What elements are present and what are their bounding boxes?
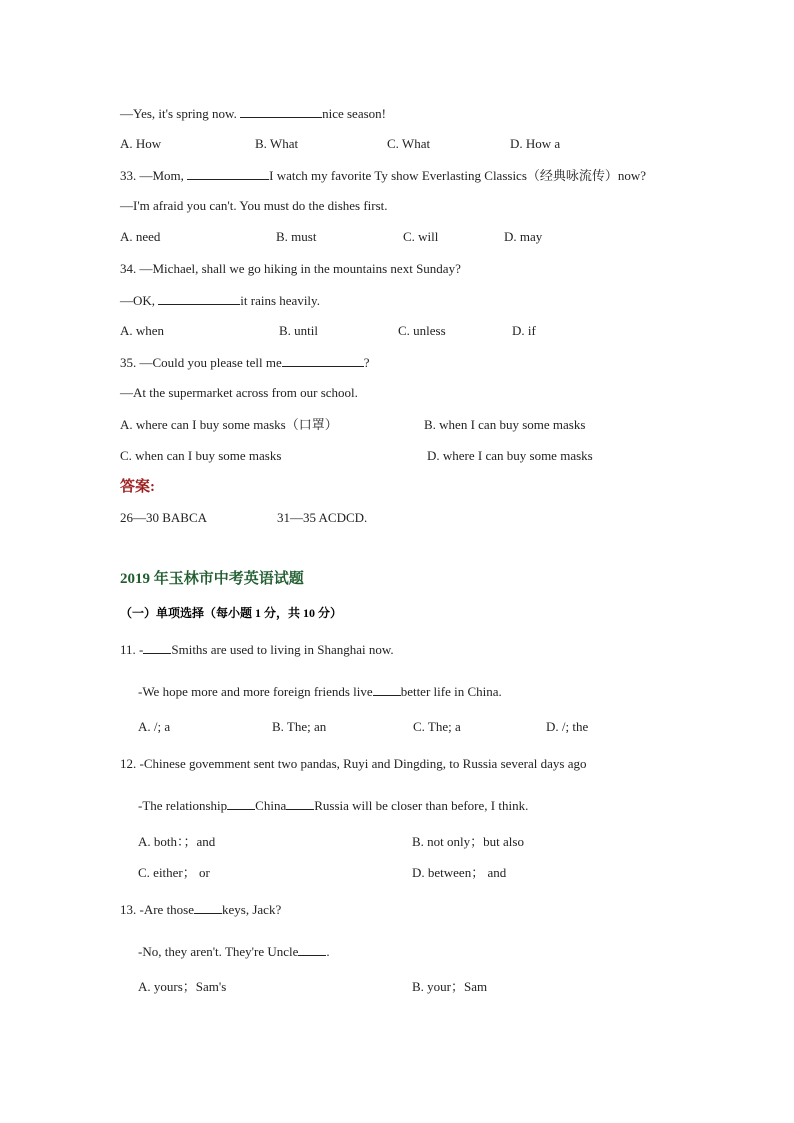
q32-option-a: A. How [120,136,162,151]
q12-option-b: B. not only；but also [412,834,524,849]
q11-reply: -We hope more and more foreign friends live better life in China. [138,684,502,699]
q12-option-c: C. either； or [138,865,210,880]
q32-option-c: C. What [387,136,431,151]
q12-option-a: A. both：；and [138,834,216,849]
q12-reply: -The relationship China Russia will be closer than before, I think. [138,798,529,813]
q35-prompt: 35. —Could you please tell me ? [120,355,370,370]
answer-blank [143,641,171,654]
q13-reply: -No, they aren't. They're Uncle . [138,944,330,959]
q34-prompt: 34. —Michael, shall we go hiking in the mountains next Sunday? [120,261,461,276]
answer-blank [373,683,401,696]
q13-option-a: A. yours；Sam's [138,979,227,994]
q35-option-d: D. where I can buy some masks [427,448,593,463]
q33-option-a: A. need [120,229,161,244]
answer-blank [282,354,364,367]
q11-option-b: B. The; an [272,719,327,734]
q13-option-b: B. your；Sam [412,979,488,994]
answer-blank [194,901,222,914]
answer-key-26-30: 26—30 BABCA [120,510,208,525]
q33-option-d: D. may [504,229,543,244]
q33-option-c: C. will [403,229,439,244]
section-subtitle: （一）单项选择（每小题 1 分，共 10 分） [120,606,343,620]
answer-heading: 答案: [120,479,155,495]
section-title: 2019 年玉林市中考英语试题 [120,571,304,587]
q12-prompt: 12. -Chinese govemment sent two pandas, Ruyi and Dingding, to Russia several days ago [120,756,587,771]
answer-blank [187,167,269,180]
q34-option-d: D. if [512,323,536,338]
q12-option-d: D. between； and [412,865,507,880]
q11-option-c: C. The; a [413,719,461,734]
answer-blank [227,797,255,810]
q33-option-b: B. must [276,229,317,244]
q35-option-b: B. when I can buy some masks [424,417,586,432]
q32-option-b: B. What [255,136,299,151]
q13-prompt: 13. -Are those keys, Jack? [120,902,282,917]
q32-reply: —Yes, it's spring now. nice season! [120,106,386,121]
answer-blank [286,797,314,810]
answer-blank [298,943,326,956]
q33-prompt: 33. —Mom, I watch my favorite Ty show Everlasting Classics（经典咏流传）now? [120,168,647,183]
answer-key-31-35: 31—35 ACDCD. [277,510,368,525]
q11-option-a: A. /; a [138,719,171,734]
q11-prompt: 11. - Smiths are used to living in Shanghai now. [120,642,394,657]
q35-reply: —At the supermarket across from our school. [120,385,358,400]
q34-option-c: C. unless [398,323,446,338]
answer-blank [158,292,240,305]
q33-reply: —I'm afraid you can't. You must do the dishes first. [120,198,388,213]
q32-option-d: D. How a [510,136,561,151]
q34-reply: —OK, it rains heavily. [120,293,320,308]
answer-blank [240,105,322,118]
q11-option-d: D. /; the [546,719,589,734]
q34-option-b: B. until [279,323,319,338]
q35-option-c: C. when can I buy some masks [120,448,282,463]
q34-option-a: A. when [120,323,165,338]
q35-option-a: A. where can I buy some masks（口罩） [120,417,338,432]
